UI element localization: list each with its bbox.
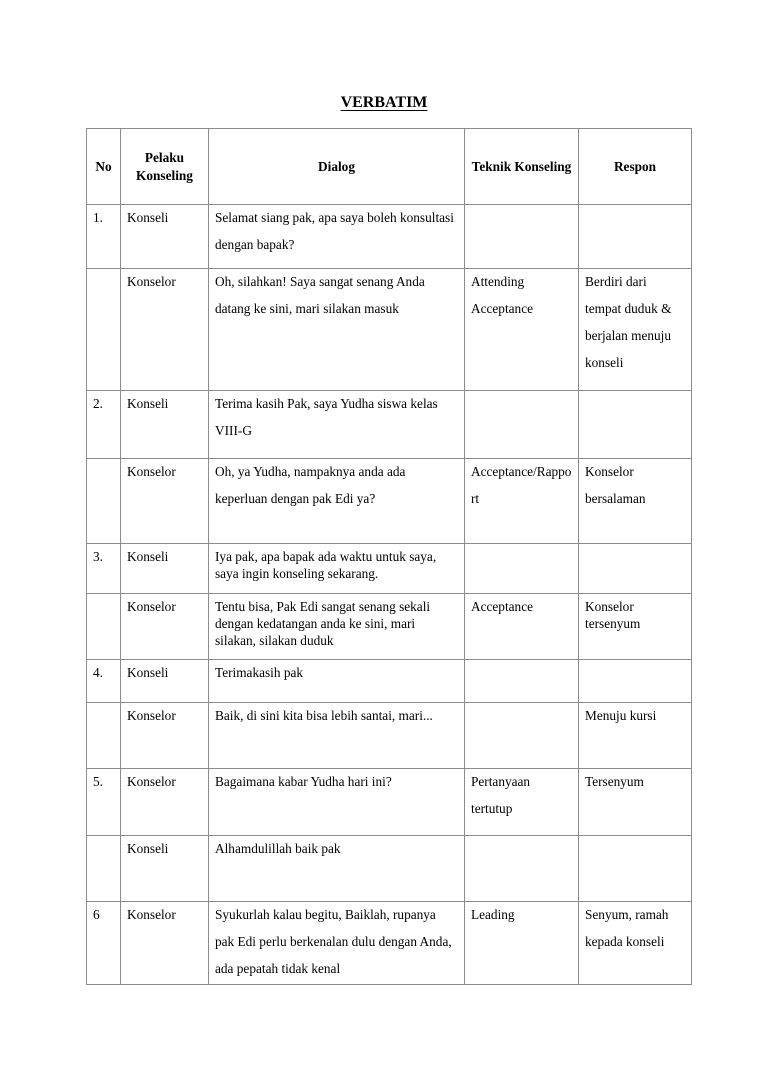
cell-dialog-text: Bagaimana kabar Yudha hari ini? xyxy=(215,774,392,789)
cell-dialog xyxy=(209,836,465,902)
table-row xyxy=(87,269,692,391)
cell-respon-text: Berdiri dari tempat duduk & berjalan menuju konseli xyxy=(585,274,672,370)
cell-no xyxy=(87,594,121,660)
header-teknik: Teknik Konseling xyxy=(465,129,579,205)
header-dialog: Dialog xyxy=(209,129,465,205)
cell-respon-text: Tersenyum xyxy=(585,774,644,789)
cell-pelaku-text: Konselor xyxy=(127,274,176,289)
cell-dialog xyxy=(209,391,465,459)
cell-dialog-text: Selamat siang pak, apa saya boleh konsultasi dengan bapak? xyxy=(215,210,454,252)
cell-teknik xyxy=(465,459,579,544)
cell-teknik xyxy=(465,769,579,836)
cell-no-text xyxy=(93,594,114,598)
cell-pelaku xyxy=(121,836,209,902)
cell-dialog-text: Baik, di sini kita bisa lebih santai, mari... xyxy=(215,708,433,723)
cell-no xyxy=(87,459,121,544)
cell-respon xyxy=(579,769,692,836)
table-row xyxy=(87,836,692,902)
cell-respon xyxy=(579,703,692,769)
cell-dialog-text: Oh, silahkan! Saya sangat senang Anda datang ke sini, mari silakan masuk xyxy=(215,274,425,316)
cell-pelaku xyxy=(121,391,209,459)
cell-dialog-text: Oh, ya Yudha, nampaknya anda ada keperluan dengan pak Edi ya? xyxy=(215,464,406,506)
cell-dialog-text: Terimakasih pak xyxy=(215,665,304,680)
cell-pelaku xyxy=(121,902,209,985)
cell-teknik-text: Acceptance/Rapport xyxy=(471,464,572,506)
cell-dialog-text: Terima kasih Pak, saya Yudha siswa kelas VIII-G xyxy=(215,396,438,438)
cell-no-text: 3. xyxy=(93,549,103,564)
cell-respon-text xyxy=(585,544,685,548)
cell-no xyxy=(87,836,121,902)
cell-teknik xyxy=(465,391,579,459)
cell-pelaku-text: Konselor xyxy=(127,464,176,479)
cell-teknik-text: Pertanyaan tertutup xyxy=(471,774,531,816)
cell-respon xyxy=(579,544,692,594)
cell-pelaku-text: Konselor xyxy=(127,599,176,614)
cell-respon-text: Konselor tersenyum xyxy=(585,599,641,631)
cell-respon xyxy=(579,269,692,391)
cell-dialog xyxy=(209,902,465,985)
cell-teknik xyxy=(465,703,579,769)
cell-pelaku-text: Konseli xyxy=(127,665,169,680)
table-row xyxy=(87,594,692,660)
cell-teknik-text: Attending Acceptance xyxy=(471,274,534,316)
cell-pelaku-text: Konseli xyxy=(127,549,169,564)
table-row xyxy=(87,660,692,703)
header-no: No xyxy=(87,129,121,205)
cell-pelaku xyxy=(121,594,209,660)
cell-respon xyxy=(579,459,692,544)
cell-no xyxy=(87,544,121,594)
cell-no xyxy=(87,205,121,269)
cell-respon-text: Konselor bersalaman xyxy=(585,464,646,506)
cell-pelaku-text: Konseli xyxy=(127,396,169,411)
cell-respon xyxy=(579,836,692,902)
cell-no xyxy=(87,902,121,985)
cell-teknik-text: Leading xyxy=(471,907,515,922)
cell-teknik xyxy=(465,836,579,902)
cell-pelaku-text: Konselor xyxy=(127,907,176,922)
cell-pelaku-text: Konseli xyxy=(127,841,169,856)
cell-pelaku xyxy=(121,544,209,594)
table-row xyxy=(87,769,692,836)
cell-dialog xyxy=(209,703,465,769)
cell-dialog-text: Iya pak, apa bapak ada waktu untuk saya, saya ingin konseling sekarang. xyxy=(215,549,437,581)
cell-pelaku xyxy=(121,205,209,269)
cell-pelaku-text: Konselor xyxy=(127,774,176,789)
cell-respon-text: Menuju kursi xyxy=(585,708,657,723)
table-row xyxy=(87,902,692,985)
cell-dialog xyxy=(209,269,465,391)
document-title: VERBATIM xyxy=(340,94,428,111)
cell-respon xyxy=(579,594,692,660)
table-row xyxy=(87,703,692,769)
header-respon: Respon xyxy=(579,129,692,205)
header-pelaku: Pelaku Konseling xyxy=(121,129,209,205)
cell-no-text: 4. xyxy=(93,665,103,680)
cell-dialog xyxy=(209,769,465,836)
cell-no-text: 6 xyxy=(93,907,100,922)
cell-teknik xyxy=(465,594,579,660)
cell-dialog xyxy=(209,205,465,269)
cell-respon xyxy=(579,391,692,459)
table-row xyxy=(87,205,692,269)
cell-pelaku xyxy=(121,769,209,836)
cell-teknik-text: Acceptance xyxy=(471,599,534,614)
cell-dialog xyxy=(209,459,465,544)
cell-teknik-text xyxy=(471,544,572,548)
cell-pelaku xyxy=(121,660,209,703)
cell-dialog xyxy=(209,594,465,660)
cell-no xyxy=(87,703,121,769)
header-row xyxy=(87,129,692,205)
cell-pelaku-text: Konselor xyxy=(127,708,176,723)
cell-pelaku xyxy=(121,459,209,544)
table-row xyxy=(87,544,692,594)
cell-teknik xyxy=(465,902,579,985)
cell-teknik xyxy=(465,660,579,703)
cell-no xyxy=(87,660,121,703)
cell-no-text: 1. xyxy=(93,210,103,225)
cell-dialog xyxy=(209,544,465,594)
cell-no-text: 2. xyxy=(93,396,103,411)
cell-teknik xyxy=(465,544,579,594)
cell-pelaku xyxy=(121,703,209,769)
cell-dialog-text: Alhamdulillah baik pak xyxy=(215,841,341,856)
cell-teknik xyxy=(465,269,579,391)
cell-respon xyxy=(579,660,692,703)
cell-no xyxy=(87,269,121,391)
cell-teknik xyxy=(465,205,579,269)
cell-dialog-text: Tentu bisa, Pak Edi sangat senang sekali dengan kedatangan anda ke sini, mari silakan, silakan duduk xyxy=(215,599,431,648)
cell-pelaku xyxy=(121,269,209,391)
verbatim-table xyxy=(86,128,692,985)
cell-no xyxy=(87,391,121,459)
cell-pelaku-text: Konseli xyxy=(127,210,169,225)
cell-dialog-text: Syukurlah kalau begitu, Baiklah, rupanya pak Edi perlu berkenalan dulu dengan Anda, ada pepatah tidak kenal xyxy=(215,907,452,976)
cell-respon xyxy=(579,205,692,269)
cell-respon xyxy=(579,902,692,985)
cell-respon-text: Senyum, ramah kepada konseli xyxy=(585,907,669,949)
cell-no-text: 5. xyxy=(93,774,103,789)
table-row xyxy=(87,391,692,459)
cell-dialog xyxy=(209,660,465,703)
table-row xyxy=(87,459,692,544)
cell-no xyxy=(87,769,121,836)
